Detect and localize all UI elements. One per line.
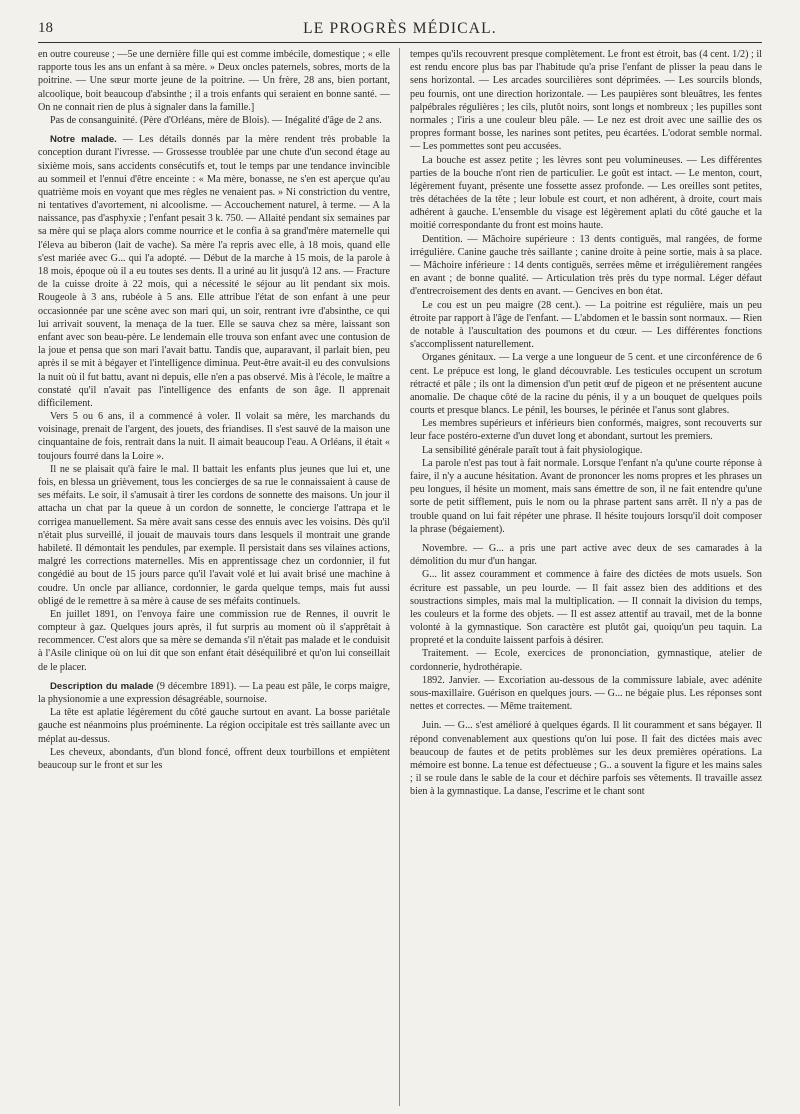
paragraph-text: Vers 5 ou 6 ans, il a commencé à voler. Il volait sa mère, les marchands du voisinage, prenait de l'argent, des jouets, des friandises. Il s'est sauvé de la maison une cinquantaine de fois, rentrait dans la nuit. Il aimait beaucoup l'eau. A Orléans, il était « toujours fourré dans la Loire ».: [38, 411, 390, 462]
paragraph-text: La bouche est assez petite ; les lèvres sont peu volumineuses. — Les différentes parties de la bouche n'ont rien de particulier. Le goût est intact. — Le menton, court, légèrement fuyant, présente une fossette assez profonde. — Les oreilles sont petites, très détachées de la tête ; leur lobule est court, et non adhérent, à droite, court mais adhérent à gauche. L'ensemble du visage est légèrement aplati du côté gauche et la moitié correspondante du front est moins haute.: [410, 154, 762, 232]
paragraph-text: Le cou est un peu maigre (28 cent.). — La poitrine est régulière, mais un peu étroite par rapport à l'âge de l'enfant. — L'abdomen et le bassin sont normaux. — Rien de notable à l'auscultation des poumons et du cœur. — Les différentes fonctions s'accomplissent naturellement.: [410, 299, 762, 351]
paragraph: [410, 719, 762, 798]
paragraph: [410, 233, 762, 299]
paragraph-text: Il ne se plaisait qu'à faire le mal. Il battait les enfants plus jeunes que lui et, une fois, en blessa un grièvement, tous les concierges de sa rue le connaissaient à cause de ses méfaits. Le soir, il s'amusait à tirer les cordons de sonnette des maisons. Un jour il attacha un chat par la queue à un cordon de sonnette, le concierge l'attrapa et le corrigea manuellement. Sa mère avait sans cesse des ennuis avec les voisins. Dès qu'il n'était plus surveillé, il jouait de mauvais tours dans lesquels il montrait une grande habileté. Il démontait les pendules, par exemple. Il persistait dans ses vilaines actions, malgré les corrections maternelles. Mis en apprentissage chez un cordonnier, il fut congédié au bout de 15 jours parce qu'il l'avait volé et lui avait brisé une machine à coudre. Un oncle par alliance, cordonnier, le garda quelque temps, mais fut aussi obligé de le remettre à sa mère à cause de ses méfaits continuels.: [38, 463, 390, 607]
section-heading: Notre malade.: [50, 134, 117, 146]
paragraph-text: La sensibilité générale paraît tout à fait physiologique.: [422, 444, 643, 456]
paragraph-text: Novembre. — G... a pris une part active avec deux de ses camarades à la démolition du mur d'un hangar.: [410, 542, 762, 568]
paragraph: [410, 568, 762, 647]
paragraph-text: La tête est aplatie légèrement du côté gauche surtout en avant. La bosse pariétale gauche est néanmoins plus proéminente. La région occipitale est très saillante avec un méplat au-dessus.: [38, 707, 390, 745]
paragraph-text: — Les détails donnés par la mère rendent très probable la conception durant l'ivresse. — Grossesse troublée par une chute d'un second étage au sixième mois, sans accidents consécutifs et, tout le temps par une tendance invincible au sommeil et l'ennui d'être enceinte : « Ma mère, bonasse, ne s'en est aperçue qu'au quatrième mois en voyant que mes règles ne venaient pas. » Ni constriction du ventre, ni tentatives d'avortement, ni alcoolisme. — Accouchement naturel, à terme. — A la naissance, pas d'asphyxie ; l'enfant pesait 3 k. 750. — Allaité pendant six semaines par sa mère qui se plaça alors comme nourrice et le confia à sa grand'mère maternelle qui l'éleva au biberon (lait de vache). Sa mère l'a repris avec elle, à 18 mois, quand elle s'est mariée avec G... qui l'a adopté. — Début de la marche à 15 mois, de la parole à 18 mois, époque où il a eu toutes ses dents. Il a uriné au lit jusqu'à 12 ans. — Fracture de la cuisse droite à 22 mois, qui a nécessité le séjour au lit pendant six mois. Rougeole à 3 ans, rubéole à 5 ans. Elle attribue l'état de son enfant à une peur occasionnée par une scène avec son mari qui, un soir, rentrant ivre d'absinthe, ce qui lui arrivait souvent, la menaça de la tuer. Elle se sauva chez sa mère, laissant son enfant avec son beau-père. Le lendemain elle trouva son enfant avec une contusion de la joue et pensa que son mari l'avait battu. Tandis que, auparavant, il parlait bien, peu après il se mit à bégayer et l'intelligence diminua. Peut-être avait-il eu des convulsions la nuit où il fut battu, avant ni depuis, elle n'en a pas observé. Mis à l'école, le maître a constaté qu'il n'avait pas l'intelligence des enfants de son âge. Il apprenait difficilement.: [38, 134, 390, 409]
paragraph-text: Traitement. — Ecole, exercices de prononciation, gymnastique, atelier de cordonnerie, hydrothérapie.: [410, 648, 762, 673]
right-column: [410, 48, 762, 1110]
page-header: [38, 20, 762, 43]
paragraph: [38, 706, 390, 746]
paragraph-text: Pas de consanguinité. (Père d'Orléans, mère de Blois). — Inégalité d'âge de 2 ans.: [50, 114, 382, 126]
paragraph: [38, 133, 390, 410]
paragraph: [410, 542, 762, 568]
paragraph: [410, 647, 762, 673]
section-heading: Description du malade: [50, 680, 154, 692]
paragraph-text: 1892. Janvier. — Excoriation au-dessous de la commissure labiale, avec adénite sous-maxillaire. Guérison en quelques jours. — G... ne bégaie plus. Les réponses sont nettes et correctes. — Même traitement.: [410, 674, 762, 713]
paragraph: [410, 417, 762, 443]
paragraph-text: (9 décembre 1891). — La peau est pâle, le corps maigre, la physionomie a une expression désagréable, sournoise.: [38, 680, 390, 705]
paragraph: [38, 746, 390, 772]
paragraph-text: Dentition. — Mâchoire supérieure : 13 dents contiguës, mal rangées, de forme irrégulière. Canine gauche très saillante ; canine droite à peine sortie, mais à sa place. — Mâchoire inférieure : 14 dents contiguës, serrées même et irrégulièrement rangées en avant ; de bonne qualité. — Articulation très près du type normal. Léger défaut d'entrecroisement des dents en avant. — Gencives en bon état.: [410, 233, 762, 298]
paragraph-text: en outre coureuse ; —5e une dernière fille qui est comme imbécile, domestique ; « elle rapporte tous les ans un enfant à sa mère. » Deux oncles paternels, sobres, morts de la poitrine. — Une sœur morte jeune de la poitrine. — Un frère, 28 ans, bien portant, alcoolique, boit beaucoup d'absinthe ; il a trois enfants qui seraient en bonne santé. — On ne connait rien de plus à signaler dans la famille.]: [38, 49, 390, 113]
paragraph-text: Organes génitaux. — La verge a une longueur de 5 cent. et une circonférence de 6 cent. Le prépuce est long, le gland découvrable. Les testicules occupent un scrotum rétracté et pâle ; ils ont la dimension d'un petit œuf de pigeon et ne présentent aucune anomalie. De chaque côté de la racine du pénis, il y a un bouquet de quelques poils courts et presque blancs. Le pénil, les bourses, le périnée et l'anus sont glabres.: [410, 352, 762, 417]
paragraph: [410, 457, 762, 536]
paragraph: [38, 463, 390, 608]
paragraph: [410, 351, 762, 417]
paragraph-text: G... lit assez couramment et commence à faire des dictées de mots usuels. Son écriture est passable, un peu lourde. — Il fait assez bien des additions et des soustractions simples, mais mal la multiplication. — Il connait la division du temps, les couleurs et la forme des objets. — Il est assez attentif au travail, met de la bonne volonté à la gymnastique. Son caractère est plutôt gai, quoiqu'un peu taquin. La propreté et la conduite laissent parfois à désirer.: [410, 569, 762, 647]
page-number: 18: [38, 20, 53, 36]
paragraph-text: Juin. — G... s'est amélioré à quelques égards. Il lit couramment et sans bégayer. Il répond convenablement aux questions qu'on lui pose. Il fait des dictées mais avec beaucoup de fautes et de petits problèmes sur les deux premières opérations. La mémoire est bonne. La tenue est défectueuse ; G.. a souvent la figure et les mains sales ; il se roule dans le sable de la cour et déchire parfois ses vêtements. Il travaille assez bien à la gymnastique. La danse, l'escrime et le chant sont: [410, 720, 762, 798]
paragraph: [410, 674, 762, 714]
journal-title: LE PROGRÈS MÉDICAL.: [303, 20, 497, 37]
paragraph-text: Les cheveux, abondants, d'un blond foncé, offrent deux tourbillons et empiètent beaucoup sur le front et sur les: [38, 746, 390, 771]
paragraph: [410, 299, 762, 352]
paragraph: [38, 680, 390, 706]
paragraph: [38, 114, 390, 127]
paragraph-text: La parole n'est pas tout à fait normale. Lorsque l'enfant n'a qu'une courte réponse à faire, il n'y a aucune hésitation. Avant de prononcer les noms propres et les phrases un peu longues, il hésite un moment, mais sans émettre de son, il ne fait entendre qu'une sorte de petit sifflement, puis le nom ou la phrase partent sans arrêt. Il n'y a pas de trouble quand on lui fait répéter une phrase. Il hésite toujours lorsqu'il doit composer la phrase (bégaiement).: [410, 457, 762, 535]
paragraph-text: tempes qu'ils recouvrent presque complètement. Le front est étroit, bas (4 cent. 1/2) ; il est rendu encore plus bas par l'habitude qu'a prise l'enfant de plisser la peau dans le sens horizontal. — Les arcades sourcilières sont déprimées. — Les sourcils blonds, peu fournis, ont une direction horizontale. — Les paupières sont bleuâtres, les fentes palpébrales régulières ; les cils, plutôt noirs, sont longs et nombreux ; les pupilles sont normales ; l'iris a une couleur bleu pâle. — Le nez est droit avec une saillie des os propres formant bosse, les narines sont petites, peu écartées. L'odorat semble normal. — Les pommettes sont peu accusées.: [410, 49, 762, 153]
paragraph: [410, 48, 762, 154]
paragraph: [410, 444, 762, 457]
column-divider: [399, 48, 400, 1106]
paragraph-text: Les membres supérieurs et inférieurs bien conformés, maigres, sont recouverts sur leur face postéro-externe d'un duvet long et abondant, surtout les premiers.: [410, 418, 762, 443]
paragraph: [38, 410, 390, 463]
paragraph: [38, 608, 390, 674]
left-column: [38, 48, 390, 1110]
paragraph-text: En juillet 1891, on l'envoya faire une commission rue de Rennes, il ouvrit le compteur à gaz. Quelques jours après, il fut surpris au moment où il s'apprêtait à recommencer. C'est alors que sa mère se demanda s'il n'était pas malade et le conduisit à l'Asile clinique où on lui dit que son enfant était déséquilibré et qu'on lui conseillait de le placer.: [38, 608, 390, 673]
paragraph: [410, 154, 762, 233]
paragraph: [38, 48, 390, 114]
